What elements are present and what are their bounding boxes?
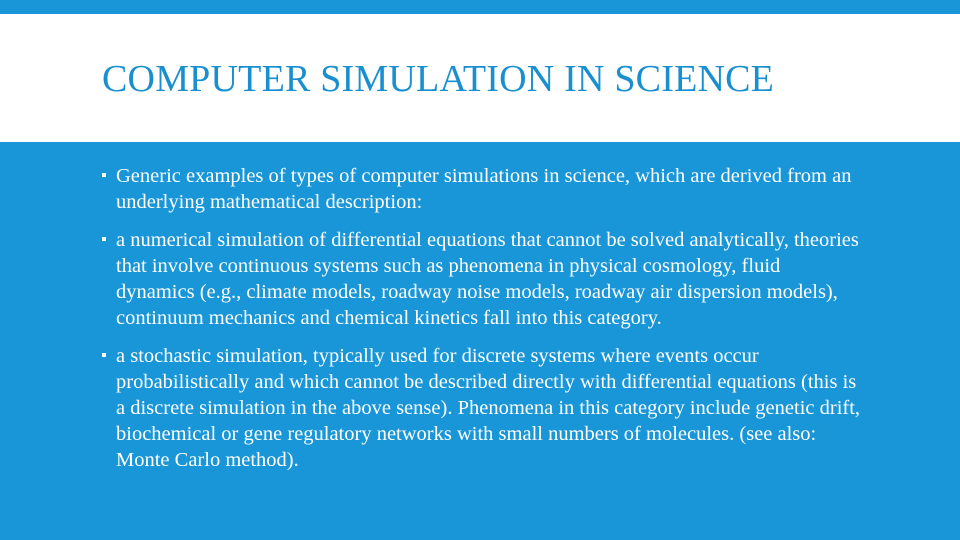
- bullet-list: [102, 163, 862, 485]
- bullet-item: [102, 163, 862, 215]
- bullet-marker-icon: [102, 353, 106, 357]
- bullet-text: a stochastic simulation, typically used for discrete systems where events occur probabilistically and which cannot be described directly with differential equations (this is a discrete simulation in the above sense). Phenomena in this category include genetic drift, biochemical or gene regulatory networks with small numbers of molecules. (see also: Monte Carlo method).: [116, 345, 861, 471]
- bullet-text: a numerical simulation of differential equations that cannot be solved analytically, theories that involve continuous systems such as phenomena in physical cosmology, fluid dynamics (e.g., climate models, roadway noise models, roadway air dispersion models), continuum mechanics and chemical kinetics fall into this category.: [116, 229, 859, 329]
- bullet-marker-icon: [102, 237, 106, 241]
- bullet-text: Generic examples of types of computer simulations in science, which are derived from an underlying mathematical description:: [116, 165, 852, 213]
- bullet-item: [102, 227, 862, 331]
- bullet-marker-icon: [102, 173, 106, 177]
- slide-title: COMPUTER SIMULATION IN SCIENCE: [102, 58, 775, 100]
- bullet-item: [102, 343, 862, 473]
